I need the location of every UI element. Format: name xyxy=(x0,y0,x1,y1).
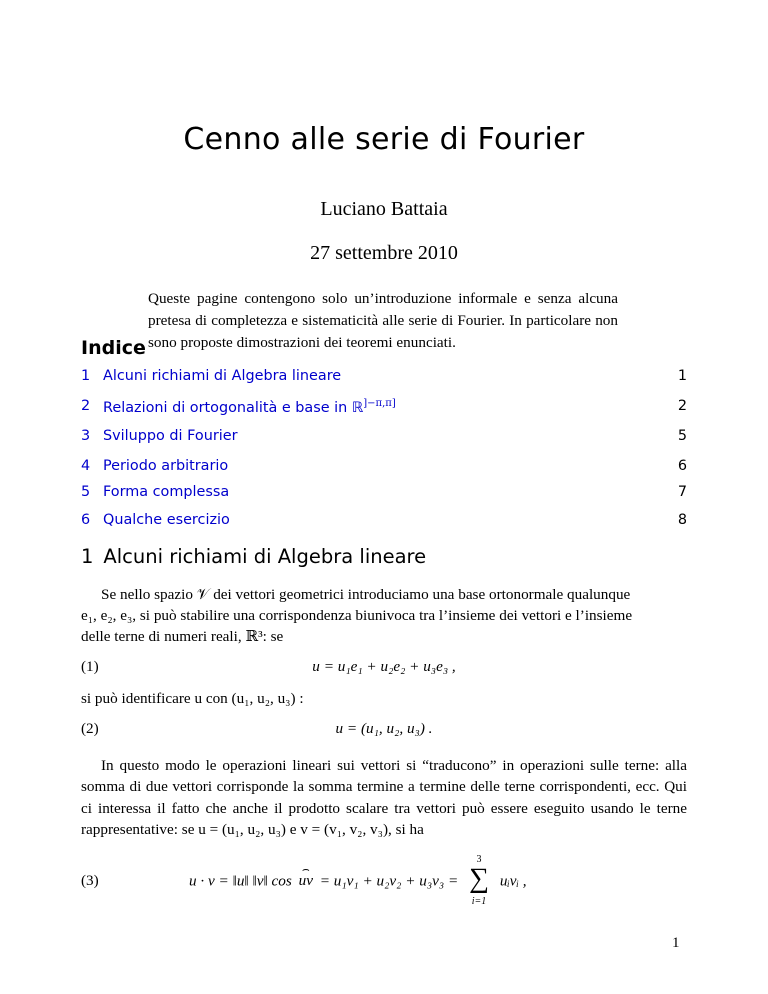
section-number: 1 xyxy=(81,545,94,568)
equation-1 xyxy=(81,658,687,686)
equation-rhs: uᵢvᵢ , xyxy=(499,872,527,890)
equation-lhs: u · v = ‖u‖ ‖v‖ cos xyxy=(189,872,292,890)
sigma-glyph: ∑ xyxy=(469,863,489,894)
toc-entry-title-text[interactable]: Relazioni di ortogonalità e base in ℝ xyxy=(103,399,364,416)
paragraph-line: Se nello spazio 𝒱 dei vettori geometrici introduciamo una base ortonormale qualunque xyxy=(101,586,631,603)
section-heading xyxy=(81,545,426,568)
paper-title: Cenno alle serie di Fourier xyxy=(183,122,585,157)
toc-entry-2[interactable] xyxy=(81,398,687,422)
sum-symbol xyxy=(466,854,492,907)
toc-entry-5[interactable] xyxy=(81,484,687,508)
toc-entry-title[interactable]: Forma complessa xyxy=(103,484,230,500)
toc-entry-title[interactable]: Alcuni richiami di Algebra lineare xyxy=(103,368,342,384)
equation-number: (1) xyxy=(81,658,99,675)
angle-label: uv xyxy=(298,872,313,890)
toc-entry-page[interactable]: 2 xyxy=(677,398,687,414)
toc-entry-title[interactable] xyxy=(103,398,396,416)
toc-entry-3[interactable] xyxy=(81,428,687,452)
equation-2 xyxy=(81,720,687,748)
toc-entry-number[interactable]: 6 xyxy=(81,512,91,528)
toc-entry-4[interactable] xyxy=(81,458,687,482)
equation-body xyxy=(189,854,527,907)
section-title: Alcuni richiami di Algebra lineare xyxy=(103,545,427,568)
toc-entry-number[interactable]: 3 xyxy=(81,428,91,444)
author: Luciano Battaia xyxy=(320,198,448,220)
toc-entry-6[interactable] xyxy=(81,512,687,536)
date: 27 settembre 2010 xyxy=(310,242,458,264)
toc-entry-number[interactable]: 1 xyxy=(81,368,91,384)
equation-middle: = u₁v₁ + u₂v₂ + u₃v₃ = xyxy=(319,872,459,890)
equation-number: (3) xyxy=(81,872,99,889)
sum-lower-limit: i=1 xyxy=(471,896,487,907)
toc-heading: Indice xyxy=(81,337,146,359)
equation-body: u = (u₁, u₂, u₃) . xyxy=(335,720,433,737)
toc-entry-title[interactable]: Qualche esercizio xyxy=(103,512,230,528)
sum-upper-limit: 3 xyxy=(476,854,482,865)
toc-entry-number[interactable]: 4 xyxy=(81,458,91,474)
toc-entry-page[interactable]: 7 xyxy=(677,484,687,500)
toc-entry-title[interactable]: Periodo arbitrario xyxy=(103,458,229,474)
paragraph: si può identificare u con (u₁, u₂, u₃) : xyxy=(81,690,304,707)
hat-symbol: ⌢ xyxy=(301,862,310,877)
toc-entry-page[interactable]: 1 xyxy=(677,368,687,384)
angle-uv xyxy=(298,862,313,890)
equation-3 xyxy=(81,854,687,918)
toc-entry-number[interactable]: 2 xyxy=(81,398,91,414)
paragraph-line: delle terne di numeri reali, ℝ³: se xyxy=(81,628,284,645)
paragraph: In questo modo le operazioni lineari sui vettori si “traducono” in operazioni sulle terne: alla somma di due vettori corrisponde la somma termine a termine delle terne corrispondenti, ecc. Qui ci interessa il fatto che anche il prodotto scalare tra vettori può essere eseguito usando le terne rappresentative: se u = (u₁, u₂, u₃) e v = (v₁, v₂, v₃), si ha xyxy=(81,757,687,838)
toc-entry-1[interactable] xyxy=(81,368,687,392)
toc-entry-number[interactable]: 5 xyxy=(81,484,91,500)
toc-entry-title-superscript[interactable]: ]−π,π] xyxy=(363,398,396,409)
paragraph-line: e₁, e₂, e₃, si può stabilire una corrispondenza biunivoca tra l’insieme dei vettori e l’insieme xyxy=(81,607,633,624)
toc-entry-page[interactable]: 5 xyxy=(677,428,687,444)
equation-number: (2) xyxy=(81,720,99,737)
toc-entry-page[interactable]: 6 xyxy=(677,458,687,474)
abstract: Queste pagine contengono solo un’introduzione informale e senza alcuna pretesa di completezza e sistematicità alle serie di Fourier. In particolare non sono proposte dimostrazioni dei teoremi enunciati. xyxy=(148,290,618,351)
page-number: 1 xyxy=(672,935,680,951)
equation-body: u = u₁e₁ + u₂e₂ + u₃e₃ , xyxy=(312,658,456,675)
toc-entry-page[interactable]: 8 xyxy=(677,512,687,528)
toc-entry-title[interactable]: Sviluppo di Fourier xyxy=(103,428,238,444)
